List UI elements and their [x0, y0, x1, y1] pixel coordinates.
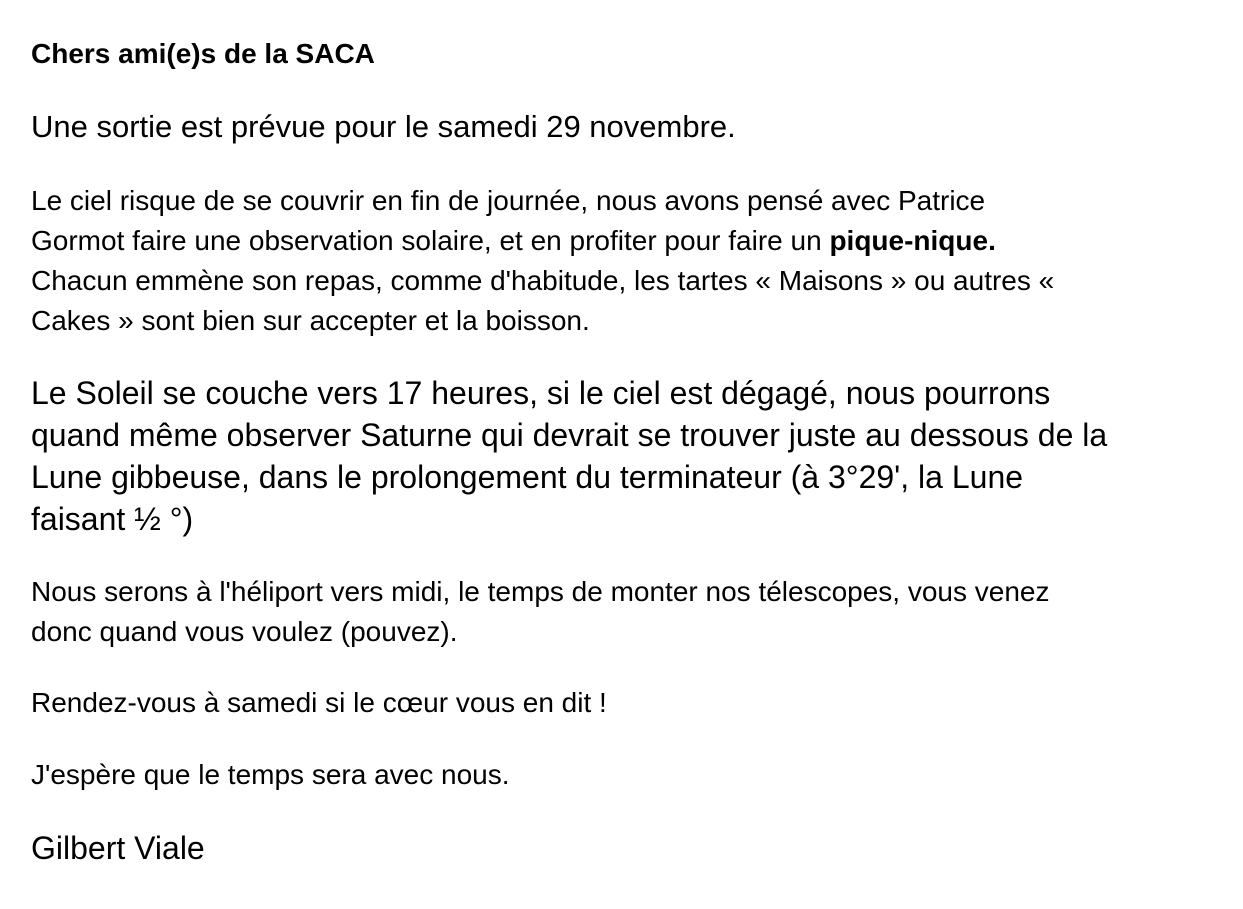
heliport-paragraph — [31, 572, 1050, 652]
announcement-text: Une sortie est prévue pour le samedi 29 novembre. — [31, 109, 736, 144]
picnic-emphasis: pique-nique. — [829, 225, 996, 256]
sunset-line-1: Le Soleil se couche vers 17 heures, si le ciel est dégagé, nous pourrons — [31, 375, 1051, 411]
rendezvous-text: Rendez-vous à samedi si le cœur vous en dit ! — [31, 687, 607, 718]
sunset-paragraph — [31, 372, 1107, 540]
hope-text: J'espère que le temps sera avec nous. — [31, 759, 510, 790]
signature: Gilbert Viale — [31, 830, 205, 866]
picnic-line-4: Cakes » sont bien sur accepter et la boisson. — [31, 305, 590, 336]
sunset-line-3: Lune gibbeuse, dans le prolongement du terminateur (à 3°29', la Lune — [31, 459, 1024, 495]
picnic-line-2 — [31, 221, 1054, 261]
greeting-heading: Chers ami(e)s de la SACA — [31, 38, 375, 69]
picnic-paragraph — [31, 181, 1054, 341]
picnic-line-2-text: Gormot faire une observation solaire, et en profiter pour faire un — [31, 225, 830, 256]
sunset-line-4: faisant ½ °) — [31, 501, 194, 537]
picnic-line-1: Le ciel risque de se couvrir en fin de journée, nous avons pensé avec Patrice — [31, 185, 986, 216]
heliport-line-2: donc quand vous voulez (pouvez). — [31, 616, 458, 647]
picnic-line-3: Chacun emmène son repas, comme d'habitude, les tartes « Maisons » ou autres « — [31, 265, 1055, 296]
heliport-line-1: Nous serons à l'héliport vers midi, le temps de monter nos télescopes, vous venez — [31, 576, 1050, 607]
sunset-line-2: quand même observer Saturne qui devrait se trouver juste au dessous de la — [31, 417, 1108, 453]
